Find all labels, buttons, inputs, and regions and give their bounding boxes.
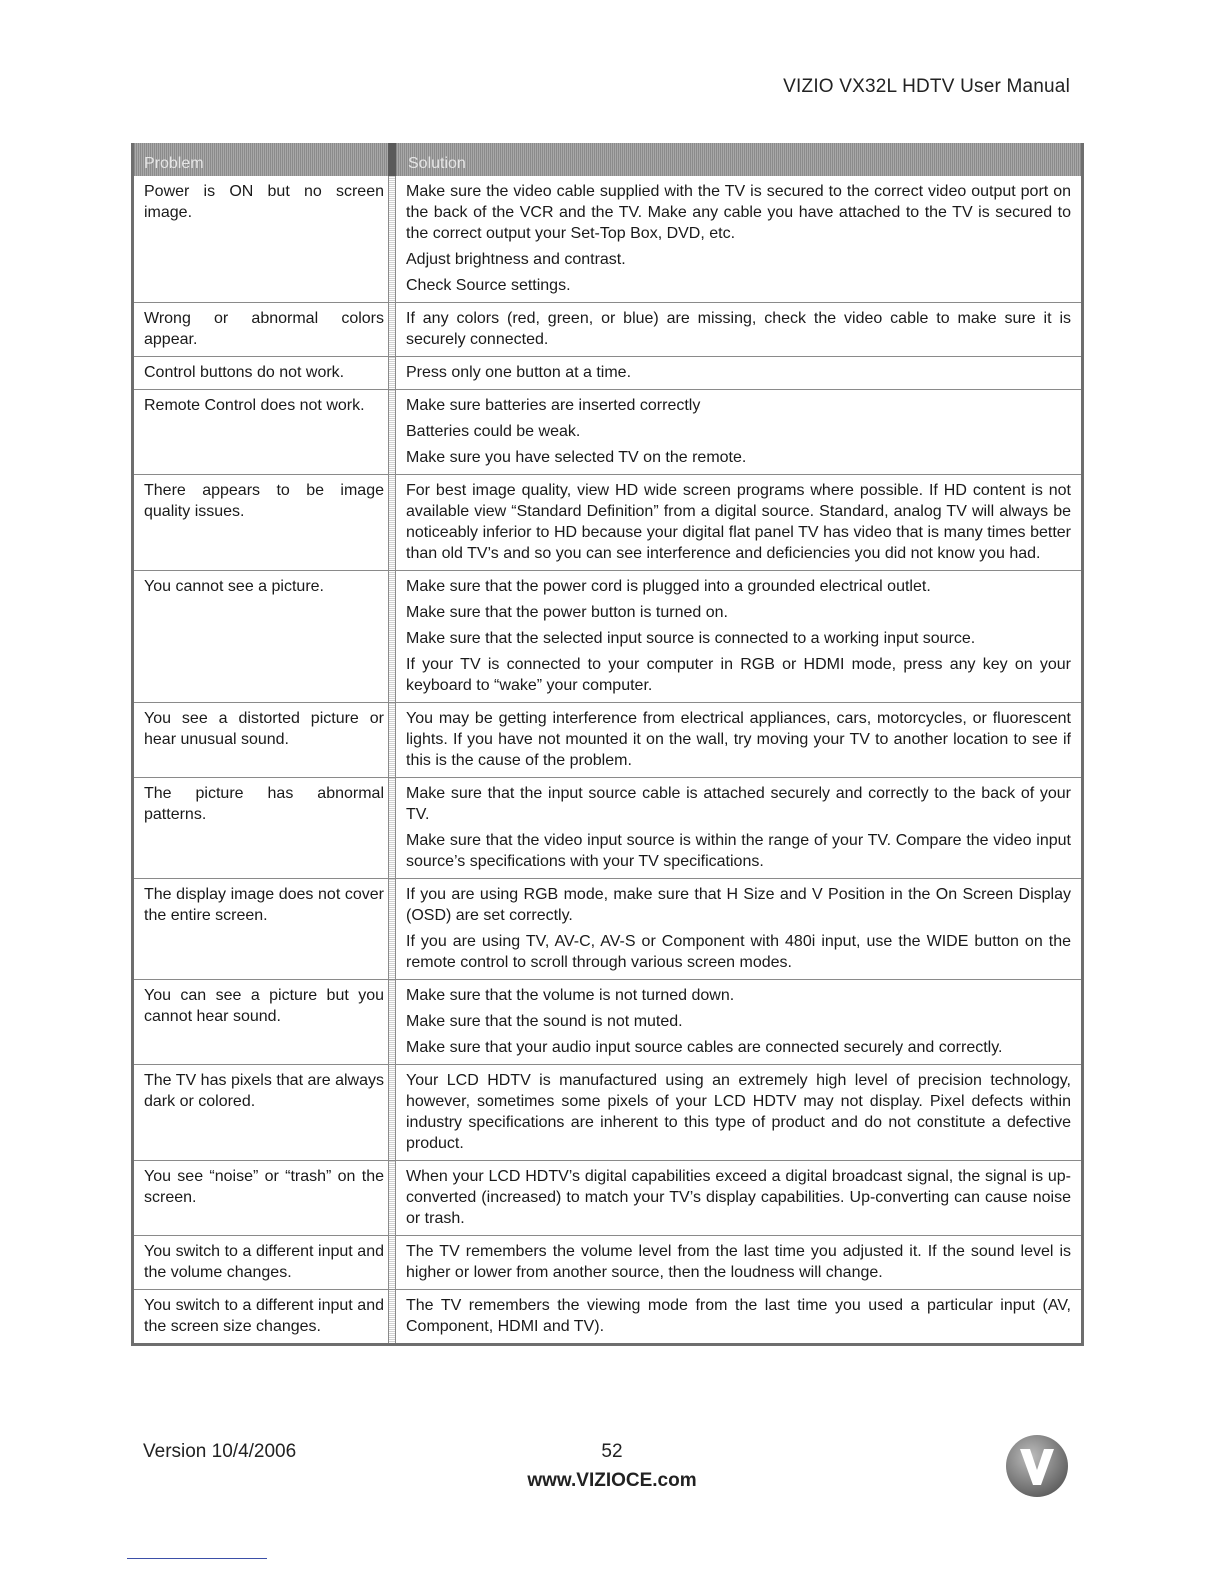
table-row — [134, 176, 1081, 302]
problem-cell: You switch to a different input and the screen size changes. — [144, 1297, 384, 1335]
solution-cell — [396, 879, 1081, 979]
solution-text: Make sure that the power cord is plugged into a grounded electrical outlet. — [406, 578, 931, 595]
footer-website-url: www.VIZIOCE.com — [527, 1470, 697, 1491]
solution-text: Make sure the video cable supplied with the TV is secured to the correct video output port on the back of the VCR and the TV. Make any cable you have attached to the TV is secured to the correct output your Set-Top Box, DVD, etc. — [406, 183, 1071, 242]
troubleshooting-table — [131, 143, 1084, 1346]
table-row — [134, 1289, 1081, 1343]
solution-cell — [396, 1236, 1081, 1289]
solution-text: Make sure that the input source cable is attached securely and correctly to the back of your TV. — [406, 785, 1071, 823]
column-header-problem: Problem — [144, 155, 204, 172]
column-header-separator — [388, 143, 396, 176]
problem-cell: Control buttons do not work. — [144, 364, 345, 381]
table-row — [134, 1064, 1081, 1160]
solution-cell — [396, 176, 1081, 302]
problem-cell: You switch to a different input and the volume changes. — [144, 1243, 384, 1281]
table-row — [134, 979, 1081, 1064]
table-row — [134, 570, 1081, 702]
solution-text: Make sure that the power button is turned on. — [406, 604, 728, 621]
column-separator — [388, 357, 396, 389]
solution-text: Make sure that your audio input source cables are connected securely and correctly. — [406, 1039, 1003, 1056]
table-row — [134, 1235, 1081, 1289]
solution-text: If any colors (red, green, or blue) are missing, check the video cable to make sure it is securely connected. — [406, 310, 1071, 348]
table-row — [134, 878, 1081, 979]
table-row — [134, 777, 1081, 878]
column-separator — [388, 980, 396, 1064]
solution-text: The TV remembers the volume level from the last time you adjusted it. If the sound level is higher or lower from another source, then the loudness will change. — [406, 1243, 1071, 1281]
problem-cell: Remote Control does not work. — [144, 397, 365, 414]
column-separator — [388, 703, 396, 777]
column-header-solution: Solution — [408, 155, 466, 172]
solution-cell — [396, 703, 1081, 777]
vizio-v-logo-icon — [1003, 1432, 1071, 1500]
column-separator — [388, 1161, 396, 1235]
column-separator — [388, 571, 396, 702]
solution-cell — [396, 303, 1081, 356]
problem-cell: The display image does not cover the entire screen. — [144, 886, 384, 924]
table-row — [134, 702, 1081, 777]
solution-cell — [396, 571, 1081, 702]
column-separator — [388, 390, 396, 474]
table-row — [134, 389, 1081, 474]
solution-text: Press only one button at a time. — [406, 364, 632, 381]
problem-cell: Wrong or abnormal colors appear. — [144, 310, 384, 348]
problem-cell: You see a distorted picture or hear unusual sound. — [144, 710, 384, 748]
page-header-title: VIZIO VX32L HDTV User Manual — [783, 76, 1070, 97]
table-row — [134, 1160, 1081, 1235]
solution-text: Make sure that the video input source is within the range of your TV. Compare the video input source’s specifications with your TV specifications. — [406, 832, 1071, 870]
table-header-row — [134, 143, 1081, 176]
problem-cell: Power is ON but no screen image. — [144, 183, 384, 221]
solution-cell — [396, 1065, 1081, 1160]
problem-cell: You can see a picture but you cannot hear sound. — [144, 987, 384, 1025]
footer-version: Version 10/4/2006 — [143, 1441, 297, 1462]
column-separator — [388, 176, 396, 302]
column-separator — [388, 1236, 396, 1289]
solution-cell — [396, 778, 1081, 878]
solution-text: If you are using TV, AV-C, AV-S or Component with 480i input, use the WIDE button on the remote control to scroll through various screen modes. — [406, 933, 1071, 971]
problem-cell: You see “noise” or “trash” on the screen. — [144, 1168, 384, 1206]
solution-text: For best image quality, view HD wide screen programs where possible. If HD content is not available view “Standard Definition” from a digital source. Standard, analog TV will always be noticeably inferior to HD because your digital flat panel TV has video that is many times better than old TV’s and so you can see interference and deficiencies you did not know you had. — [406, 482, 1071, 562]
solution-text: If you are using RGB mode, make sure that H Size and V Position in the On Screen Display (OSD) are set correctly. — [406, 886, 1071, 924]
solution-text: When your LCD HDTV’s digital capabilities exceed a digital broadcast signal, the signal is up-converted (increased) to match your TV’s display capabilities. Up-converting can cause noise or trash. — [406, 1168, 1071, 1227]
solution-text: Check Source settings. — [406, 277, 571, 294]
column-separator — [388, 475, 396, 570]
column-separator — [388, 1290, 396, 1343]
problem-cell: There appears to be image quality issues. — [144, 482, 384, 520]
problem-cell: You cannot see a picture. — [144, 578, 324, 595]
column-separator — [388, 303, 396, 356]
solution-cell — [396, 390, 1081, 474]
solution-text: You may be getting interference from electrical appliances, cars, motorcycles, or fluorescent lights. If you have not mounted it on the wall, try moving your TV to another location to see if this is the cause of the problem. — [406, 710, 1071, 769]
solution-cell — [396, 1290, 1081, 1343]
column-separator — [388, 778, 396, 878]
solution-cell — [396, 357, 1081, 389]
column-separator — [388, 879, 396, 979]
solution-cell — [396, 475, 1081, 570]
page-number: 52 — [601, 1441, 623, 1462]
problem-cell: The picture has abnormal patterns. — [144, 785, 384, 823]
solution-cell — [396, 980, 1081, 1064]
solution-cell — [396, 1161, 1081, 1235]
solution-text: Your LCD HDTV is manufactured using an extremely high level of precision technology, however, sometimes some pixels of your LCD HDTV may not display. Pixel defects within industry specifications are inherent to this type of product and do not constitute a defective product. — [406, 1072, 1071, 1152]
solution-text: Make sure you have selected TV on the remote. — [406, 449, 747, 466]
problem-cell: The TV has pixels that are always dark or colored. — [144, 1072, 384, 1110]
solution-text: Adjust brightness and contrast. — [406, 251, 626, 268]
solution-text: Make sure batteries are inserted correctly — [406, 397, 701, 414]
bottom-rule — [127, 1558, 267, 1559]
table-body — [134, 176, 1081, 1343]
table-row — [134, 474, 1081, 570]
solution-text: The TV remembers the viewing mode from the last time you used a particular input (AV, Component, HDMI and TV). — [406, 1297, 1071, 1335]
solution-text: Make sure that the volume is not turned down. — [406, 987, 735, 1004]
solution-text: Make sure that the sound is not muted. — [406, 1013, 683, 1030]
solution-text: Make sure that the selected input source is connected to a working input source. — [406, 630, 976, 647]
solution-text: Batteries could be weak. — [406, 423, 581, 440]
column-separator — [388, 1065, 396, 1160]
table-row — [134, 302, 1081, 356]
table-row — [134, 356, 1081, 389]
solution-text: If your TV is connected to your computer in RGB or HDMI mode, press any key on your keyboard to “wake” your computer. — [406, 656, 1071, 694]
